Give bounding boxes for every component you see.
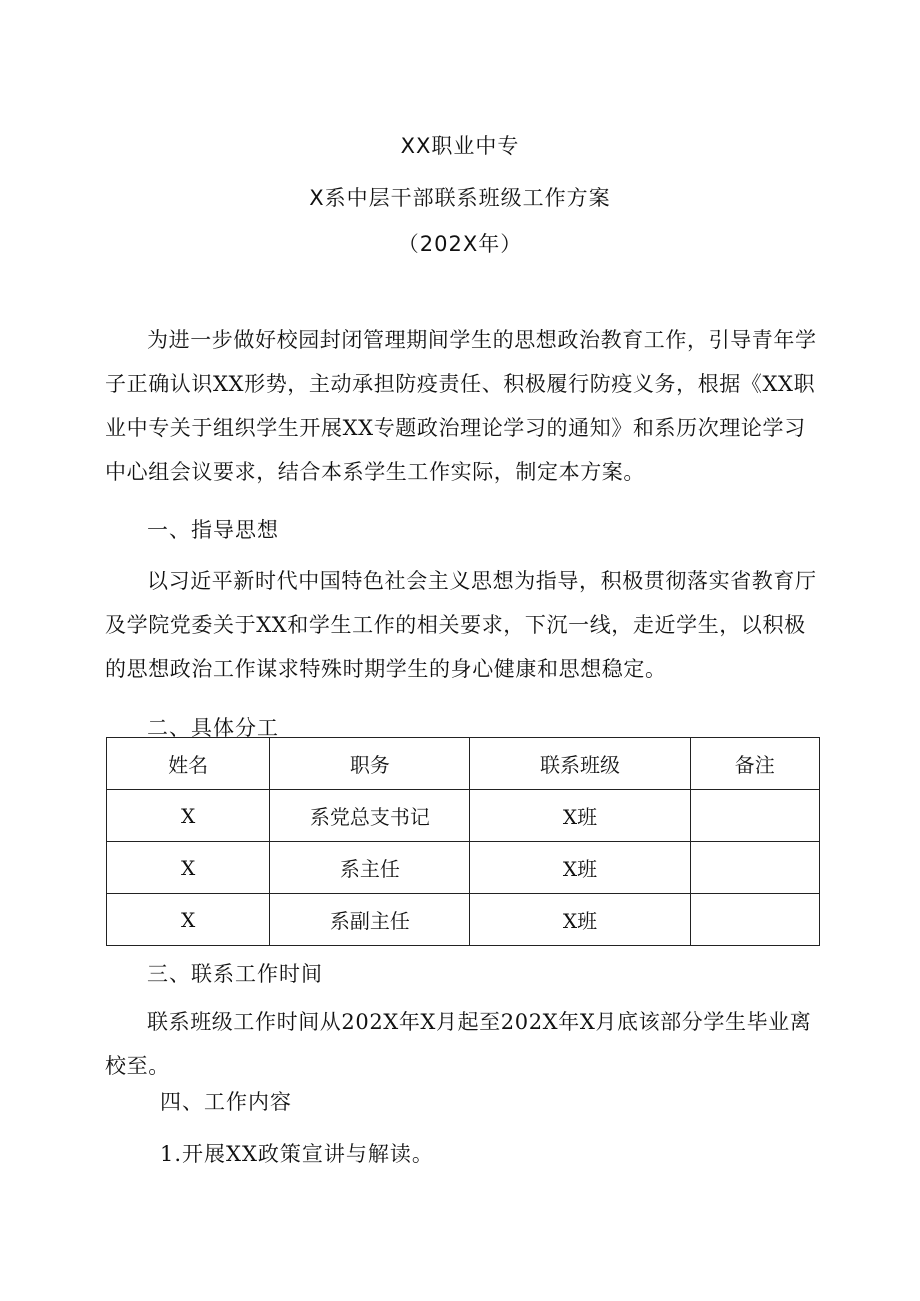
cell-position: 系主任 xyxy=(270,842,470,894)
section-4-heading: 四、工作内容 xyxy=(160,1090,292,1114)
plan-title: X系中层干部联系班级工作方案 xyxy=(309,186,611,210)
section-1-heading: 一、指导思想 xyxy=(147,518,279,542)
header-name: 姓名 xyxy=(107,738,270,790)
header-remarks: 备注 xyxy=(690,738,820,790)
cell-remarks xyxy=(690,790,820,842)
section-3-body: 联系班级工作时间从202X年X月起至202X年X月底该部分学生毕业离校至。 xyxy=(105,1010,812,1078)
cell-name: X xyxy=(107,790,270,842)
header-position: 职务 xyxy=(270,738,470,790)
cell-class: X班 xyxy=(470,894,690,946)
assignment-table xyxy=(106,737,820,946)
header-class: 联系班级 xyxy=(470,738,690,790)
work-item-1: 1.开展XX政策宣讲与解读。 xyxy=(160,1142,434,1166)
section-1-body: 以习近平新时代中国特色社会主义思想为指导，积极贯彻落实省教育厅及学院党委关于XX和学生工作的相关要求，下沉一线，走近学生，以积极的思想政治工作谋求特殊时期学生的身心健康和思想稳定。 xyxy=(105,569,817,681)
school-title: XX职业中专 xyxy=(400,134,520,158)
table-row xyxy=(107,894,820,946)
cell-class: X班 xyxy=(470,790,690,842)
intro-paragraph: 为进一步做好校园封闭管理期间学生的思想政治教育工作，引导青年学子正确认识XX形势，主动承担防疫责任、积极履行防疫义务，根据《XX职业中专关于组织学生开展XX专题政治理论学习的通知》和系历次理论学习中心组会议要求，结合本系学生工作实际，制定本方案。 xyxy=(105,328,817,484)
cell-class: X班 xyxy=(470,842,690,894)
cell-position: 系党总支书记 xyxy=(270,790,470,842)
table-header-row xyxy=(107,738,820,790)
cell-name: X xyxy=(107,894,270,946)
cell-remarks xyxy=(690,842,820,894)
table-row xyxy=(107,842,820,894)
year-subtitle: （202X年） xyxy=(397,232,523,256)
cell-remarks xyxy=(690,894,820,946)
cell-position: 系副主任 xyxy=(270,894,470,946)
cell-name: X xyxy=(107,842,270,894)
section-3-heading: 三、联系工作时间 xyxy=(147,962,323,986)
table-row xyxy=(107,790,820,842)
section-2-heading: 二、具体分工 xyxy=(147,716,279,740)
